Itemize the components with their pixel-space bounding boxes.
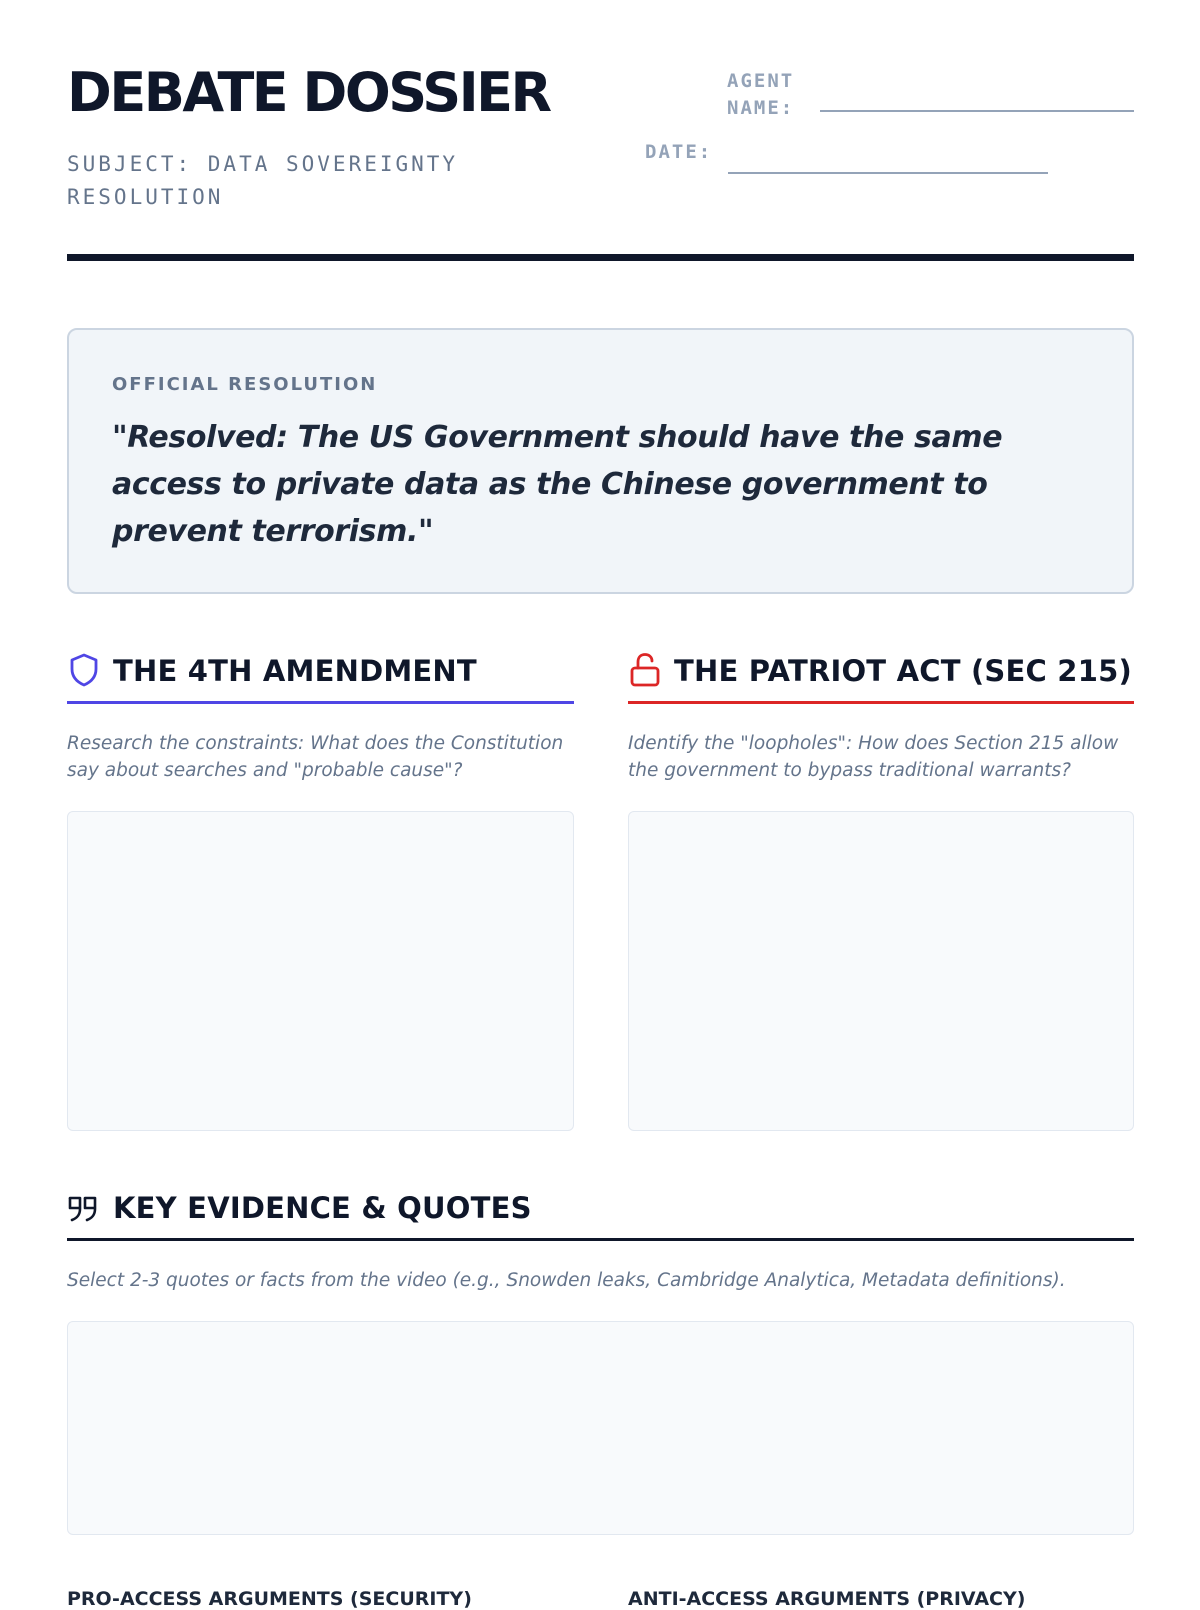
- patriot-act-title: THE PATRIOT ACT (SEC 215): [674, 654, 1132, 688]
- header-divider: [67, 254, 1134, 261]
- patriot-act-prompt: Identify the "loopholes": How does Section 215 allow the government to bypass traditional warrants?: [628, 733, 1119, 781]
- evidence-prompt: Select 2-3 quotes or facts from the video (e.g., Snowden leaks, Cambridge Analytica, Metadata definitions).: [67, 1270, 1066, 1291]
- resolution-box: [67, 328, 1134, 594]
- resolution-label: OFFICIAL RESOLUTION: [112, 374, 378, 395]
- date-label: DATE:: [645, 141, 713, 163]
- evidence-header: [67, 1183, 1134, 1233]
- evidence-notes-area[interactable]: [67, 1321, 1134, 1535]
- agent-name-label: AGENT NAME:: [727, 70, 795, 119]
- patriot-act-header: [628, 646, 1134, 696]
- patriot-act-rule: [628, 701, 1134, 704]
- subject-line: SUBJECT: DATA SOVEREIGNTY RESOLUTION: [67, 152, 459, 209]
- patriot-act-notes-area[interactable]: [628, 811, 1134, 1131]
- agent-name-field[interactable]: [820, 110, 1134, 112]
- resolution-text: "Resolved: The US Government should have the same access to private data as the Chinese government to prevent terrorism.": [112, 420, 1003, 549]
- fourth-amendment-prompt: Research the constraints: What does the Constitution say about searches and "probable cause"?: [67, 733, 564, 781]
- quote-icon: [67, 1188, 101, 1226]
- fourth-amendment-header: [67, 646, 574, 696]
- evidence-title: KEY EVIDENCE & QUOTES: [113, 1191, 532, 1225]
- fourth-amendment-notes-area[interactable]: [67, 811, 574, 1131]
- fourth-amendment-title: THE 4TH AMENDMENT: [113, 654, 477, 688]
- page-title: DEBATE DOSSIER: [67, 61, 550, 124]
- unlocked-padlock-icon: [628, 651, 662, 689]
- evidence-rule: [67, 1238, 1134, 1241]
- pro-access-label: PRO-ACCESS ARGUMENTS (SECURITY): [67, 1588, 472, 1610]
- shield-icon: [67, 651, 101, 689]
- anti-access-label: ANTI-ACCESS ARGUMENTS (PRIVACY): [628, 1588, 1026, 1610]
- fourth-amendment-rule: [67, 701, 574, 704]
- date-field[interactable]: [728, 172, 1048, 174]
